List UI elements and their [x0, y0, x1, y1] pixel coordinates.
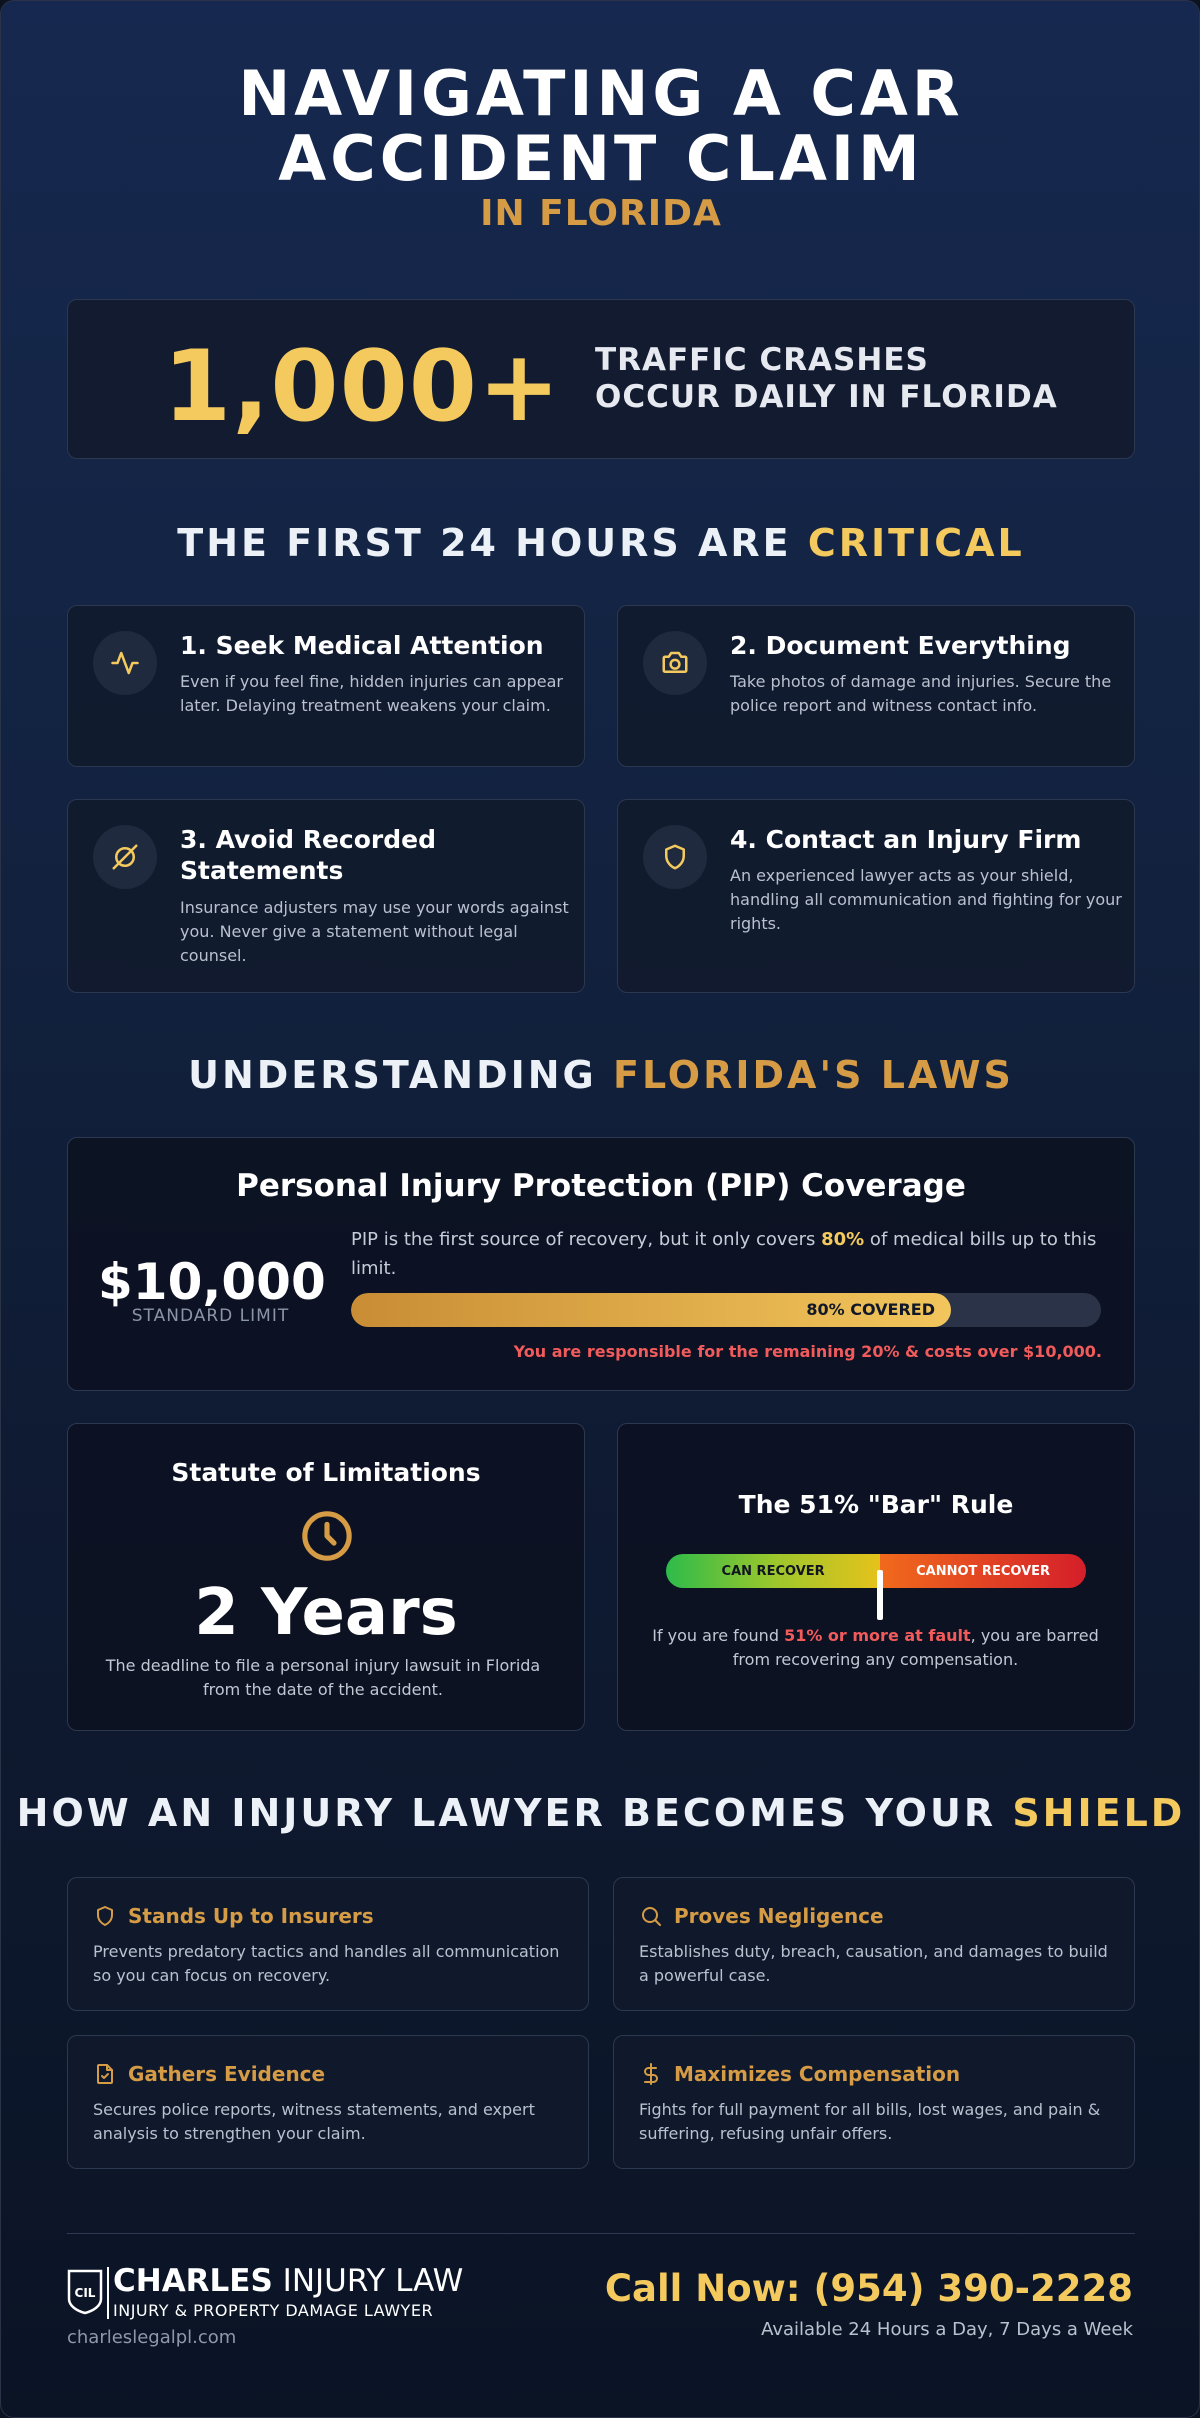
- brand-name-light: INJURY LAW: [272, 2263, 464, 2299]
- pip-amount: $10,000: [98, 1253, 326, 1311]
- step-title: 4. Contact an Injury Firm: [730, 825, 1082, 854]
- step-card-3: [67, 799, 585, 993]
- bar-rule-title: The 51% "Bar" Rule: [738, 1490, 1014, 1519]
- pip-desc-percent: 80%: [821, 1229, 865, 1250]
- shield-item-text: Prevents predatory tactics and handles all communication so you can focus on recovery.: [93, 1942, 560, 1985]
- shield-item-title: Stands Up to Insurers: [128, 1904, 374, 1928]
- shield-card-4: [613, 2035, 1135, 2169]
- pip-coverage-fill: [351, 1293, 951, 1327]
- law-firm-logo-badge: [67, 2269, 103, 2315]
- availability-text: Available 24 Hours a Day, 7 Days a Week: [761, 2319, 1133, 2340]
- step-icon-wrap: [93, 825, 157, 889]
- pip-coverage-bar: [351, 1293, 1101, 1327]
- shield-card-3: [67, 2035, 589, 2169]
- step-text: Insurance adjusters may use your words against you. Never give a statement without legal counsel.: [180, 898, 569, 965]
- shield-item-text: Establishes duty, breach, causation, and damages to build a powerful case.: [639, 1942, 1108, 1985]
- step-title: 1. Seek Medical Attention: [180, 631, 544, 660]
- shield-card-1: [67, 1877, 589, 2011]
- footer-divider: [67, 2233, 1135, 2234]
- laws-heading-text: UNDERSTANDING: [188, 1053, 613, 1097]
- brand-separator: [107, 2267, 109, 2319]
- step-card-1: [67, 605, 585, 767]
- pip-title: Personal Injury Protection (PIP) Coverage: [236, 1168, 966, 1204]
- page-title: [1, 57, 1200, 196]
- can-recover-segment: CAN RECOVER: [666, 1554, 880, 1588]
- shield-item-title: Gathers Evidence: [128, 2062, 326, 2086]
- brand-name: [113, 2263, 463, 2299]
- step-text: Even if you feel fine, hidden injuries can appear later. Delaying treatment weakens your claim.: [180, 672, 563, 715]
- pip-desc-post: of medical bills up to this limit.: [351, 1229, 1097, 1279]
- mic-off-icon: [110, 842, 140, 872]
- first-24-heading-accent: CRITICAL: [807, 521, 1025, 565]
- laws-heading: [1, 1053, 1200, 1097]
- shield-item-text: Secures police reports, witness statements, and expert analysis to strengthen your claim.: [93, 2100, 535, 2143]
- step-text: Take photos of damage and injuries. Secure the police report and witness contact info.: [730, 672, 1112, 715]
- first-24-heading-text: THE FIRST 24 HOURS ARE: [177, 521, 808, 565]
- pip-warning: You are responsible for the remaining 20% & costs over $10,000.: [513, 1342, 1102, 1361]
- statute-description: The deadline to file a personal injury lawsuit in Florida from the date of the accident.: [105, 1656, 541, 1699]
- shield-icon: [93, 1904, 117, 1928]
- shield-item-title: Proves Negligence: [674, 1904, 884, 1928]
- search-icon: [639, 1904, 663, 1928]
- statute-card: [67, 1423, 585, 1731]
- camera-icon: [660, 648, 690, 678]
- laws-heading-accent: FLORIDA'S LAWS: [612, 1053, 1014, 1097]
- step-icon-wrap: [93, 631, 157, 695]
- pip-description: [351, 1226, 1111, 1284]
- website-link[interactable]: charleslegalpl.com: [67, 2327, 237, 2348]
- fault-scale-bar: [666, 1554, 1086, 1588]
- step-icon-wrap: [643, 825, 707, 889]
- step-card-2: [617, 605, 1135, 767]
- bar-rule-card: [617, 1423, 1135, 1731]
- step-icon-wrap: [643, 631, 707, 695]
- shield-item-title: Maximizes Compensation: [674, 2062, 961, 2086]
- brand-name-bold: CHARLES: [113, 2263, 273, 2299]
- dollar-icon: [639, 2062, 663, 2086]
- call-now-phone[interactable]: Call Now: (954) 390-2228: [604, 2267, 1133, 2310]
- stat-line-1: TRAFFIC CRASHES: [595, 342, 929, 378]
- bar-rule-desc-strong: 51% or more at fault: [784, 1626, 971, 1645]
- cannot-recover-segment: CANNOT RECOVER: [880, 1554, 1086, 1588]
- clock-icon: [299, 1508, 355, 1564]
- shield-heading-accent: SHIELD: [1012, 1791, 1186, 1835]
- bar-rule-desc-post: , you are barred from recovering any compensation.: [732, 1626, 1099, 1669]
- brand-tagline: INJURY & PROPERTY DAMAGE LAWYER: [113, 2301, 434, 2320]
- statute-value: 2 Years: [194, 1576, 458, 1650]
- pip-desc-pre: PIP is the first source of recovery, but it only covers: [351, 1229, 822, 1250]
- fault-threshold-marker: [877, 1570, 883, 1620]
- stat-line-2: OCCUR DAILY IN FLORIDA: [595, 379, 1058, 416]
- shield-card-2: [613, 1877, 1135, 2011]
- bar-rule-description: [643, 1624, 1108, 1672]
- statute-title: Statute of Limitations: [171, 1458, 481, 1487]
- stat-description: [595, 342, 1115, 416]
- activity-icon: [110, 648, 140, 678]
- bar-rule-desc-pre: If you are found: [652, 1626, 785, 1645]
- title-line-1: NAVIGATING A CAR: [238, 57, 964, 130]
- page-subtitle: IN FLORIDA: [480, 193, 722, 234]
- shield-icon: [660, 842, 690, 872]
- step-title: 3. Avoid Recorded Statements: [180, 825, 436, 886]
- pip-card: [67, 1137, 1135, 1391]
- step-title: 2. Document Everything: [730, 631, 1071, 660]
- pip-limit-label: STANDARD LIMIT: [131, 1306, 290, 1326]
- shield-heading-text: HOW AN INJURY LAWYER BECOMES YOUR: [16, 1791, 1013, 1835]
- stat-card: [67, 299, 1135, 459]
- shield-heading: [1, 1791, 1200, 1835]
- step-text: An experienced lawyer acts as your shield, handling all communication and fighting for your rights.: [730, 866, 1122, 933]
- stat-number: 1,000+: [163, 330, 562, 444]
- title-line-2: ACCIDENT CLAIM: [278, 122, 924, 196]
- pip-coverage-label: 80% COVERED: [806, 1300, 935, 1319]
- step-card-4: [617, 799, 1135, 993]
- file-check-icon: [93, 2062, 117, 2086]
- shield-item-text: Fights for full payment for all bills, lost wages, and pain & suffering, refusing unfair offers.: [639, 2100, 1101, 2143]
- logo-initials: CIL: [74, 2286, 96, 2300]
- first-24-heading: [1, 521, 1200, 565]
